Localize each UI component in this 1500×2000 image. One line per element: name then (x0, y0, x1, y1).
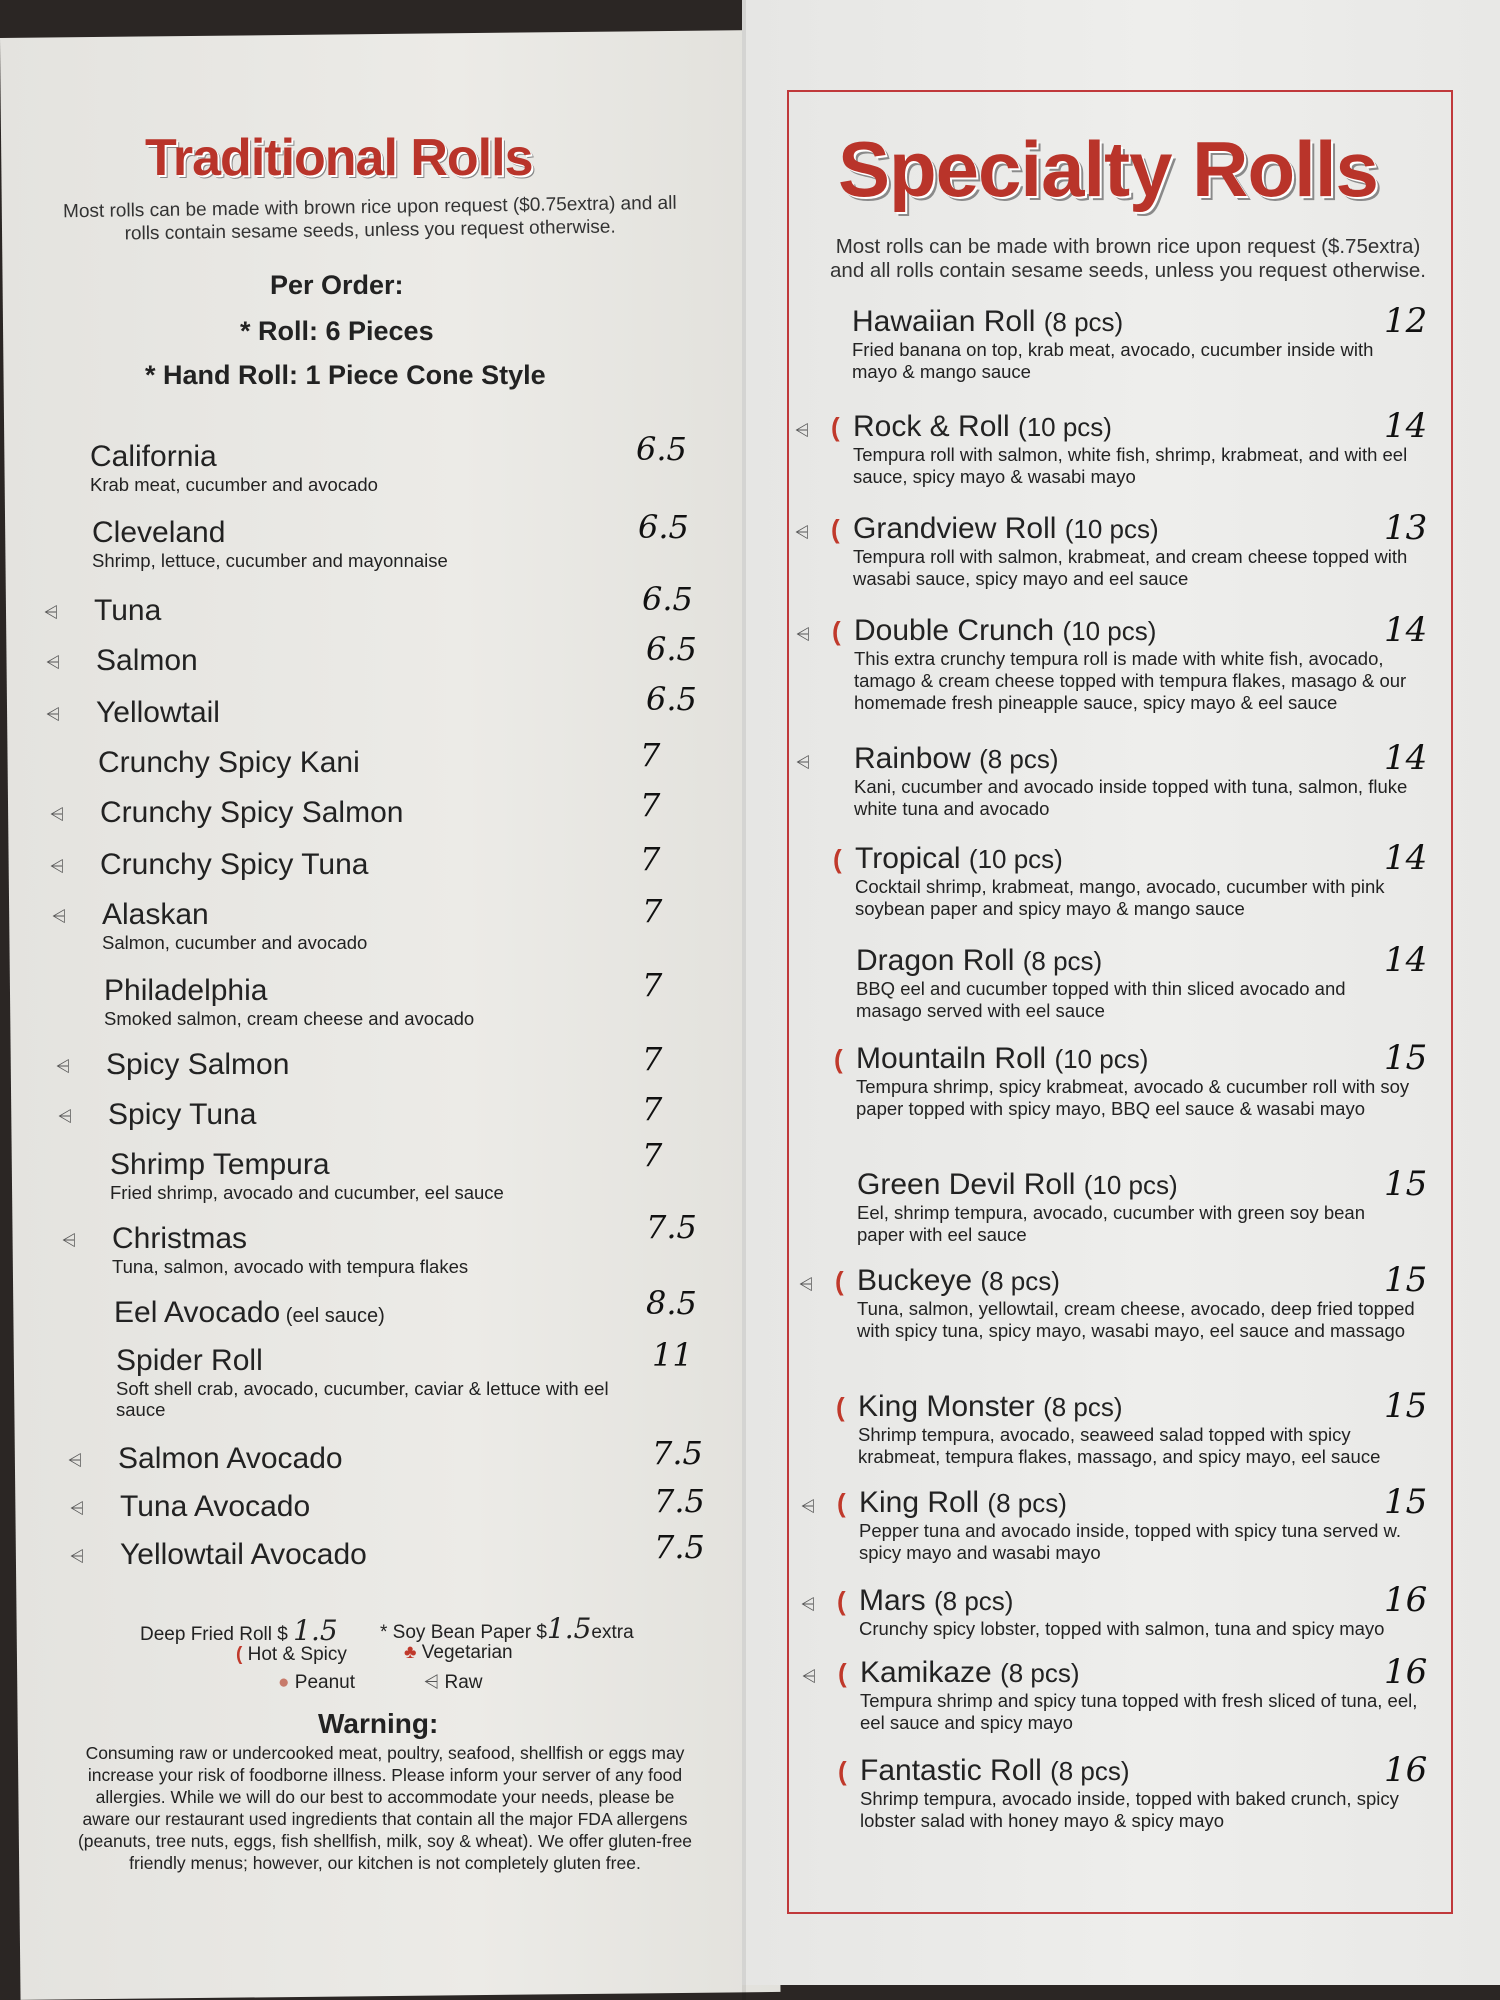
fish-icon: ⩤ (58, 1106, 73, 1126)
item-price: 14 (1384, 738, 1428, 778)
warning-title: Warning: (318, 1708, 439, 1739)
item-pieces: (8 pcs) (987, 1488, 1067, 1518)
fish-icon: ⩤ (801, 1496, 816, 1516)
traditional-item (110, 1148, 630, 1203)
item-name: King Monster (8 pcs) (858, 1390, 1123, 1423)
item-name: Christmas (112, 1222, 248, 1255)
item-price: 15 (1384, 1482, 1428, 1522)
traditional-item (120, 1490, 310, 1524)
item-pieces: (10 pcs) (1062, 616, 1157, 646)
item-name: Fantastic Roll (8 pcs) (860, 1754, 1130, 1787)
specialty-note: Most rolls can be made with brown rice upon request ($.75extra) and all rolls contain sesame seeds, unless you request otherwise. (830, 235, 1426, 282)
traditional-note: Most rolls can be made with brown rice upon request ($0.75extra) and all rolls contain sesame seeds, unless you request otherwise. (62, 192, 677, 245)
item-price: 12 (1384, 301, 1428, 341)
pepper-icon: ( (837, 1586, 846, 1616)
pepper-icon: ( (835, 1266, 844, 1296)
item-price: 7 (642, 1136, 663, 1174)
specialty-item (860, 1754, 1420, 1832)
item-description: Tempura roll with salmon, krabmeat, and cream cheese topped with wasabi sauce, spicy mayo and eel sauce (853, 546, 1408, 589)
specialty-item (852, 305, 1412, 383)
item-price: 7 (640, 840, 661, 878)
item-price: 15 (1384, 1164, 1428, 1204)
item-description: Pepper tuna and avocado inside, topped with spicy tuna served w. spicy mayo and wasabi mayo (859, 1520, 1401, 1563)
legend-deep-fried: Deep Fried Roll $ 1.5 (140, 1614, 338, 1647)
item-description: Fried banana on top, krab meat, avocado, cucumber inside with mayo & mango sauce (852, 339, 1374, 382)
item-name: Salmon (96, 644, 198, 677)
item-price: 16 (1384, 1652, 1428, 1692)
item-price: 14 (1384, 838, 1428, 878)
item-name: Yellowtail Avocado (120, 1538, 367, 1571)
fish-icon: ⩤ (802, 1666, 817, 1686)
traditional-item (92, 516, 612, 571)
item-price: 7 (642, 966, 663, 1004)
pepper-icon: ( (831, 514, 840, 544)
item-price: 14 (1384, 610, 1428, 650)
item-pieces: (8 pcs) (979, 744, 1059, 774)
item-price: 7 (640, 736, 661, 774)
fish-icon: ⩤ (46, 652, 61, 672)
clover-icon: ♣ (404, 1642, 417, 1663)
item-price: 6.5 (646, 630, 697, 668)
fish-icon: ⩤ (796, 752, 811, 772)
legend-vegetarian: ♣ Vegetarian (404, 1642, 513, 1663)
item-price: 7 (642, 892, 663, 930)
item-name: Rainbow (8 pcs) (854, 742, 1059, 775)
item-pieces: (8 pcs) (1022, 946, 1103, 976)
item-description: Krab meat, cucumber and avocado (90, 474, 378, 495)
traditional-item (90, 440, 610, 495)
item-description: Salmon, cucumber and avocado (102, 932, 368, 953)
item-name: Green Devil Roll (10 pcs) (857, 1168, 1178, 1201)
traditional-item (96, 644, 198, 678)
item-name: Crunchy Spicy Salmon (100, 796, 404, 829)
warning-text: Consuming raw or undercooked meat, poultry, seafood, shellfish or eggs may increase your risk of foodborne illness. Please inform your server of any food allergies. While we will do our best to accommodate your needs, please be aware our restaurant used ingredients that contain all the major FDA allergens (peanuts, tree nuts, eggs, fish shellfish, milk, soy & wheat). We offer gluten-free friendly menus; however, our kitchen is not completely gluten free. (77, 1743, 693, 1873)
item-description: Shrimp tempura, avocado inside, topped with baked crunch, spicy lobster salad with honey mayo & spicy mayo (860, 1788, 1399, 1831)
specialty-item (858, 1390, 1418, 1468)
item-name: Mars (8 pcs) (859, 1584, 1014, 1617)
item-name: Double Crunch (10 pcs) (854, 614, 1157, 647)
item-price: 6.5 (646, 680, 697, 718)
item-price: 7 (640, 786, 661, 824)
fish-icon: ⩤ (70, 1546, 85, 1566)
specialty-item (860, 1656, 1420, 1734)
pepper-icon: ( (838, 1756, 847, 1786)
item-price: 8.5 (646, 1284, 697, 1322)
item-name: Spicy Salmon (106, 1048, 290, 1081)
item-price: 14 (1384, 940, 1428, 980)
item-description: This extra crunchy tempura roll is made with white fish, avocado, tamago & cream cheese topped with tempura flakes, masago & our homemade fresh pineapple sauce, spicy mayo & eel sauce (854, 648, 1407, 713)
item-name: King Roll (8 pcs) (859, 1486, 1067, 1519)
item-name: Tuna Avocado (120, 1490, 311, 1523)
traditional-title: Traditional Rolls (145, 129, 533, 187)
hand-roll-pieces: * Hand Roll: 1 Piece Cone Style (145, 360, 546, 390)
specialty-title: Specialty Rolls (838, 125, 1378, 213)
item-description: Smoked salmon, cream cheese and avocado (104, 1008, 475, 1029)
item-description: Shrimp tempura, avocado, seaweed salad topped with spicy krabmeat, tempura flakes, massago, and spicy mayo, eel sauce (858, 1424, 1381, 1467)
legend-peanut: ● Peanut (278, 1672, 355, 1693)
item-price: 7.5 (652, 1434, 703, 1472)
item-price: 7.5 (646, 1208, 697, 1246)
item-pieces: (8 pcs) (934, 1586, 1014, 1616)
specialty-item (856, 1042, 1416, 1120)
pepper-icon: ( (236, 1644, 243, 1665)
pepper-icon: ( (834, 1044, 843, 1074)
item-description: Shrimp, lettuce, cucumber and mayonnaise (92, 550, 448, 571)
fish-icon: ⩤ (795, 522, 810, 542)
item-price: 16 (1384, 1750, 1428, 1790)
item-price: 15 (1384, 1038, 1428, 1078)
item-name: Yellowtail (96, 696, 220, 729)
traditional-item (94, 594, 161, 628)
item-name: Dragon Roll (8 pcs) (856, 944, 1103, 977)
traditional-item (116, 1344, 636, 1420)
pepper-icon: ( (833, 844, 842, 874)
item-name: Tuna (94, 594, 162, 627)
fish-icon: ⩤ (44, 602, 59, 622)
per-order-heading: Per Order: (270, 270, 404, 300)
legend-hot-spicy: ( Hot & Spicy (236, 1644, 347, 1665)
pepper-icon: ( (831, 412, 840, 442)
specialty-item (854, 742, 1414, 820)
traditional-item (98, 746, 360, 780)
item-price: 6.5 (636, 430, 687, 468)
fish-icon: ⩤ (799, 1274, 814, 1294)
item-description: Fried shrimp, avocado and cucumber, eel sauce (110, 1182, 504, 1203)
item-name: Crunchy Spicy Kani (98, 746, 360, 779)
fish-icon: ⩤ (50, 804, 65, 824)
fish-icon: ⩤ (795, 420, 810, 440)
item-description: Tempura roll with salmon, white fish, shrimp, krabmeat, and with eel sauce, spicy mayo & wasabi mayo (853, 444, 1408, 487)
item-name: Salmon Avocado (118, 1442, 343, 1475)
fish-icon: ⩤ (70, 1498, 85, 1518)
item-description: Tempura shrimp and spicy tuna topped with fresh sliced of tuna, eel, eel sauce and spicy mayo (860, 1690, 1418, 1733)
specialty-item (854, 614, 1414, 714)
item-pieces: (8 pcs) (1050, 1756, 1130, 1786)
item-price: 7 (642, 1040, 663, 1078)
item-description: Soft shell crab, avocado, cucumber, caviar & lettuce with eel sauce (116, 1378, 609, 1420)
item-pieces: (10 pcs) (1054, 1044, 1149, 1074)
item-name: Philadelphia (104, 974, 268, 1007)
traditional-item (114, 1296, 385, 1330)
legend-raw: ⩤ Raw (424, 1672, 483, 1693)
item-price: 7.5 (654, 1482, 705, 1520)
specialty-item (859, 1486, 1419, 1564)
item-name: Alaskan (102, 898, 209, 931)
item-pieces: (8 pcs) (980, 1266, 1060, 1296)
item-name: Cleveland (92, 516, 226, 549)
specialty-item (857, 1264, 1417, 1342)
specialty-item (853, 512, 1413, 590)
item-price: 6.5 (638, 508, 689, 546)
item-name: Buckeye (8 pcs) (857, 1264, 1060, 1297)
item-price: 7.5 (654, 1528, 705, 1566)
item-description: Tuna, salmon, yellowtail, cream cheese, avocado, deep fried topped with spicy tuna, spicy mayo, wasabi mayo, eel sauce and massago (857, 1298, 1415, 1341)
fish-icon: ⩤ (68, 1450, 83, 1470)
item-name: California (90, 440, 217, 473)
item-name: Crunchy Spicy Tuna (100, 848, 369, 881)
item-description: Crunchy spicy lobster, topped with salmon, tuna and spicy mayo (859, 1618, 1385, 1639)
item-description: Kani, cucumber and avocado inside topped with tuna, salmon, fluke white tuna and avocado (854, 776, 1408, 819)
item-price: 16 (1384, 1580, 1428, 1620)
fish-icon: ⩤ (796, 624, 811, 644)
item-name: Rock & Roll (10 pcs) (853, 410, 1112, 443)
item-name: Eel Avocado (eel sauce) (114, 1296, 385, 1329)
fish-icon: ⩤ (62, 1230, 77, 1250)
item-pieces: (10 pcs) (968, 844, 1063, 874)
specialty-item (853, 410, 1413, 488)
fish-icon: ⩤ (52, 906, 67, 926)
item-description: Tuna, salmon, avocado with tempura flakes (112, 1256, 469, 1277)
item-description: BBQ eel and cucumber topped with thin sliced avocado and masago served with eel sauce (856, 978, 1346, 1021)
legend-soy-paper: * Soy Bean Paper $1.5extra (380, 1612, 634, 1645)
item-name: Spicy Tuna (108, 1098, 257, 1131)
specialty-item (856, 944, 1416, 1022)
specialty-item (857, 1168, 1417, 1246)
item-price: 7 (642, 1090, 663, 1128)
item-name: Mountailn Roll (10 pcs) (856, 1042, 1149, 1075)
item-pieces: (10 pcs) (1083, 1170, 1178, 1200)
peanut-icon: ● (278, 1672, 290, 1693)
pepper-icon: ( (837, 1488, 846, 1518)
fish-icon: ⩤ (50, 856, 65, 876)
fish-icon: ⩤ (46, 704, 61, 724)
traditional-item (106, 1048, 289, 1082)
item-price: 14 (1384, 406, 1428, 446)
traditional-item (120, 1538, 367, 1572)
specialty-item (855, 842, 1415, 920)
traditional-item (102, 898, 622, 953)
item-description: Eel, shrimp tempura, avocado, cucumber with green soy bean paper with eel sauce (857, 1202, 1365, 1245)
item-extra: (eel sauce) (280, 1305, 385, 1327)
fish-icon: ⩤ (56, 1056, 71, 1076)
traditional-item (108, 1098, 256, 1132)
pepper-icon: ( (832, 616, 841, 646)
pepper-icon: ( (836, 1392, 845, 1422)
traditional-item (112, 1222, 632, 1277)
item-description: Tempura shrimp, spicy krabmeat, avocado & cucumber roll with soy paper topped with spicy mayo, BBQ eel sauce & wasabi mayo (856, 1076, 1410, 1119)
item-pieces: (8 pcs) (1043, 1392, 1123, 1422)
item-name: Kamikaze (8 pcs) (860, 1656, 1080, 1689)
pepper-icon: ( (838, 1658, 847, 1688)
traditional-item (118, 1442, 343, 1476)
traditional-item (96, 696, 220, 730)
item-pieces: (8 pcs) (1043, 307, 1124, 337)
traditional-item (100, 796, 403, 830)
fish-icon: ⩤ (801, 1594, 816, 1614)
roll-pieces: * Roll: 6 Pieces (240, 316, 434, 346)
item-price: 15 (1384, 1386, 1428, 1426)
item-name: Grandview Roll (10 pcs) (853, 512, 1159, 545)
item-price: 6.5 (642, 580, 693, 618)
item-price: 15 (1384, 1260, 1428, 1300)
item-name: Spider Roll (116, 1344, 263, 1377)
item-pieces: (10 pcs) (1018, 412, 1112, 442)
item-name: Shrimp Tempura (110, 1148, 330, 1181)
item-name: Tropical (10 pcs) (855, 842, 1063, 875)
item-pieces: (8 pcs) (1000, 1658, 1080, 1688)
item-name: Hawaiian Roll (8 pcs) (852, 305, 1124, 338)
page-fold (742, 0, 746, 2000)
specialty-item (859, 1584, 1419, 1640)
item-description: Cocktail shrimp, krabmeat, mango, avocado, cucumber with pink soybean paper and spicy mayo & mango sauce (855, 876, 1385, 919)
item-price: 13 (1384, 508, 1428, 548)
item-price: 11 (652, 1336, 693, 1374)
traditional-item (100, 848, 368, 882)
traditional-item (104, 974, 624, 1029)
fish-icon: ⩤ (424, 1672, 440, 1693)
item-pieces: (10 pcs) (1064, 514, 1159, 544)
